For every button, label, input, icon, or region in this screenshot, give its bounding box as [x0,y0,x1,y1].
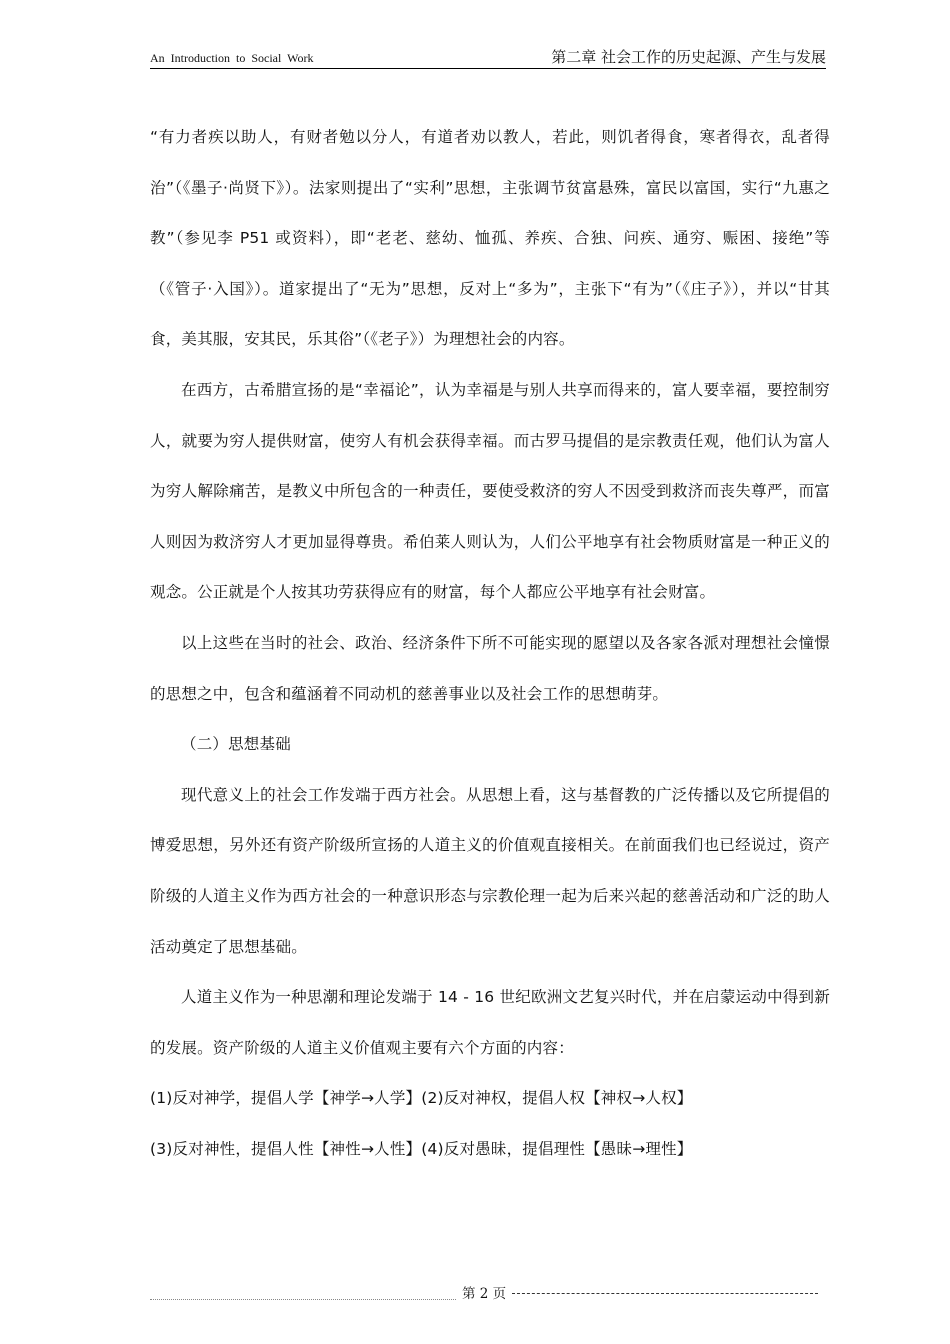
page-footer [150,1282,826,1304]
footer-dotted-rule [150,1299,456,1300]
page-number: 第 2 页 [462,1286,507,1302]
header-chapter-title: 第二章 社会工作的历史起源、产生与发展 [551,48,826,66]
page-body [150,112,830,1174]
paragraph-origin: 现代意义上的社会工作发端于西方社会。从思想上看，这与基督教的广泛传播以及它所提倡的博爱思想，另外还有资产阶级所宣扬的人道主义的价值观直接相关。在前面我们也已经说过，资产阶级的人道主义作为西方社会的一种意识形态与宗教伦理一起为后来兴起的慈善活动和广泛的助人活动奠定了思想基础。 [150,785,830,956]
paragraph-humanism: 人道主义作为一种思潮和理论发端于 14 - 16 世纪欧洲文艺复兴时代，并在启蒙运动中得到新的发展。资产阶级的人道主义价值观主要有六个方面的内容： [150,988,830,1057]
paragraph-west-thought: 在西方，古希腊宣扬的是“幸福论”，认为幸福是与别人共享而得来的，富人要幸福，要控制穷人，就要为穷人提供财富，使穷人有机会获得幸福。而古罗马提倡的是宗教责任观，他们认为富人为穷人解除痛苦，是教义中所包含的一种责任，要使受救济的穷人不因受到救济而丧失尊严，而富人则因为救济穷人才更加显得尊贵。希伯莱人则认为，人们公平地享有社会物质财富是一种正义的观念。公正就是个人按其功劳获得应有的财富，每个人都应公平地享有社会财富。 [150,380,830,602]
list-line-2: (3)反对神性，提倡人性【神性→人性】(4)反对愚昧，提倡理性【愚昧→理性】 [150,1139,693,1158]
paragraph-summary: 以上这些在当时的社会、政治、经济条件下所不可能实现的愿望以及各家各派对理想社会憧憬的思想之中，包含和蕴涵着不同动机的慈善事业以及社会工作的思想萌芽。 [150,633,830,703]
page-header [150,40,826,69]
section-heading: （二）思想基础 [181,735,291,754]
paragraph-continuation: “有力者疾以助人，有财者勉以分人，有道者劝以教人，若此，则饥者得食，寒者得衣，乱者得治”（《墨子·尚贤下》）。法家则提出了“实利”思想，主张调节贫富悬殊，富民以富国，实行“九惠之教”（参见李 P51 或资料），即“老老、慈幼、恤孤、养疾、合独、问疾、通穷、赈困、接绝”等（《管子·入国》）。道家提出了“无为”思想，反对上“多为”，主张下“有为”（《庄子》），并以“甘其食，美其服，安其民，乐其俗”（《老子》）为理想社会的内容。 [150,128,830,349]
header-book-title: An Introduction to Social Work [150,51,314,65]
list-line-1: (1)反对神学，提倡人学【神学→人学】(2)反对神权，提倡人权【神权→人权】 [150,1089,693,1108]
footer-dashed-rule [512,1293,818,1294]
